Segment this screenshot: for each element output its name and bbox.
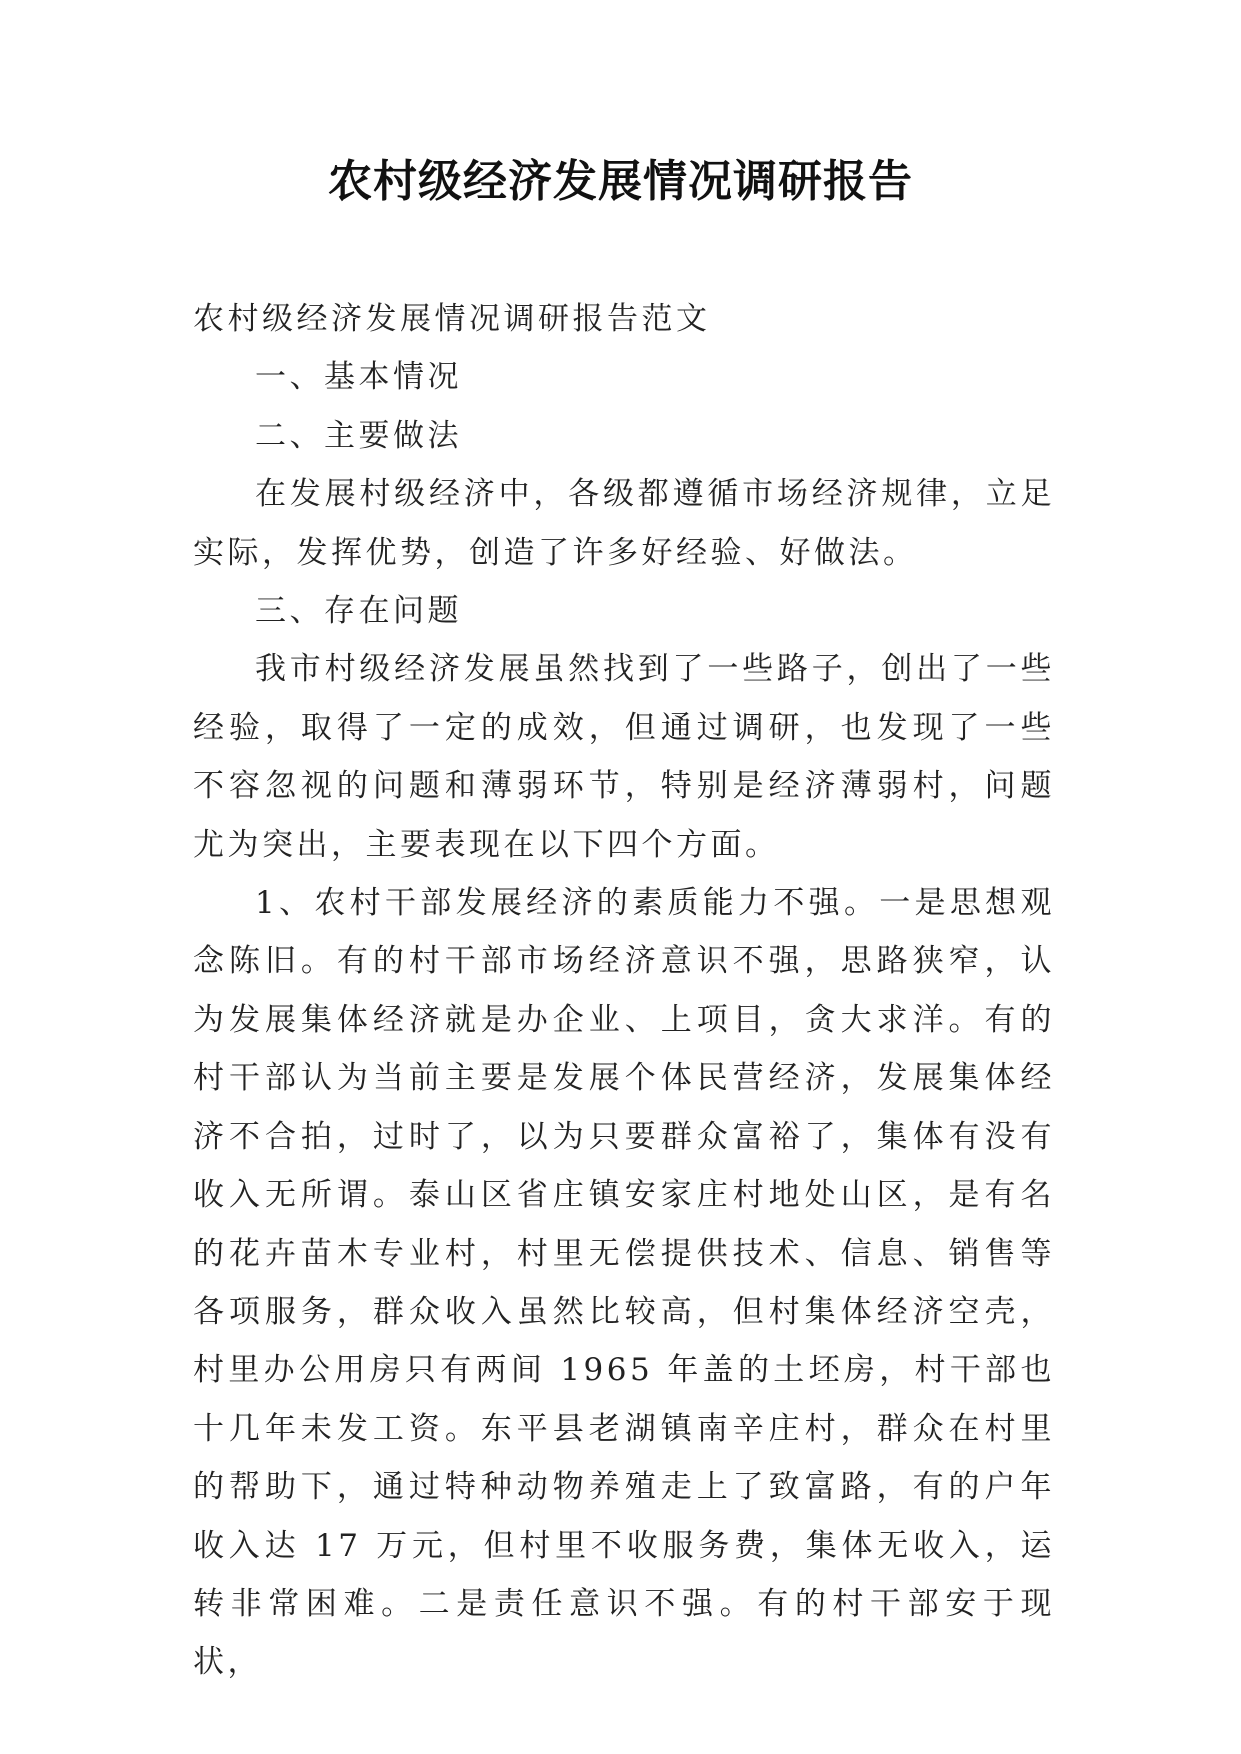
paragraph-heading-existing-problems: 三、存在问题 <box>255 593 462 630</box>
document-title: 农村级经济发展情况调研报告 <box>328 156 913 207</box>
paragraph-problem-one: 1、农村干部发展经济的素质能力不强。一是思想观念陈旧。有的村干部市场经济意识不强，思路狭窄，认为发展集体经济就是办企业、上项目，贪大求洋。有的村干部认为当前主要是发展个体民营经济，发展集体经济不合拍，过时了，以为只要群众富裕了，集体有没有收入无所谓。泰山区省庄镇安家庄村地处山区，是有名的花卉苗木专业村，村里无偿提供技术、信息、销售等各项服务，群众收入虽然比较高，但村集体经济空壳，村里办公用房只有两间 1965 年盖的土坯房，村干部也十几年未发工资。东平县老湖镇南辛庄村，群众在村里的帮助下，通过特种动物养殖走上了致富路，有的户年收入达 17 万元，但村里不收服务费，集体无收入，运转非常困难。二是责任意识不强。有的村干部安于现状， <box>193 885 1055 1681</box>
paragraph-problems-intro: 我市村级经济发展虽然找到了一些路子，创出了一些经验，取得了一定的成效，但通过调研，也发现了一些不容忽视的问题和薄弱环节，特别是经济薄弱村，问题尤为突出，主要表现在以下四个方面。 <box>193 651 1055 863</box>
paragraph-subtitle: 农村级经济发展情况调研报告范文 <box>193 301 711 337</box>
paragraph-heading-main-practices: 二、主要做法 <box>255 417 462 454</box>
paragraph-heading-basic-situation: 一、基本情况 <box>255 359 462 396</box>
document-body <box>193 290 1055 1692</box>
paragraph-practices-text: 在发展村级经济中，各级都遵循市场经济规律，立足实际，发挥优势，创造了许多好经验、好做法。 <box>193 476 1055 571</box>
